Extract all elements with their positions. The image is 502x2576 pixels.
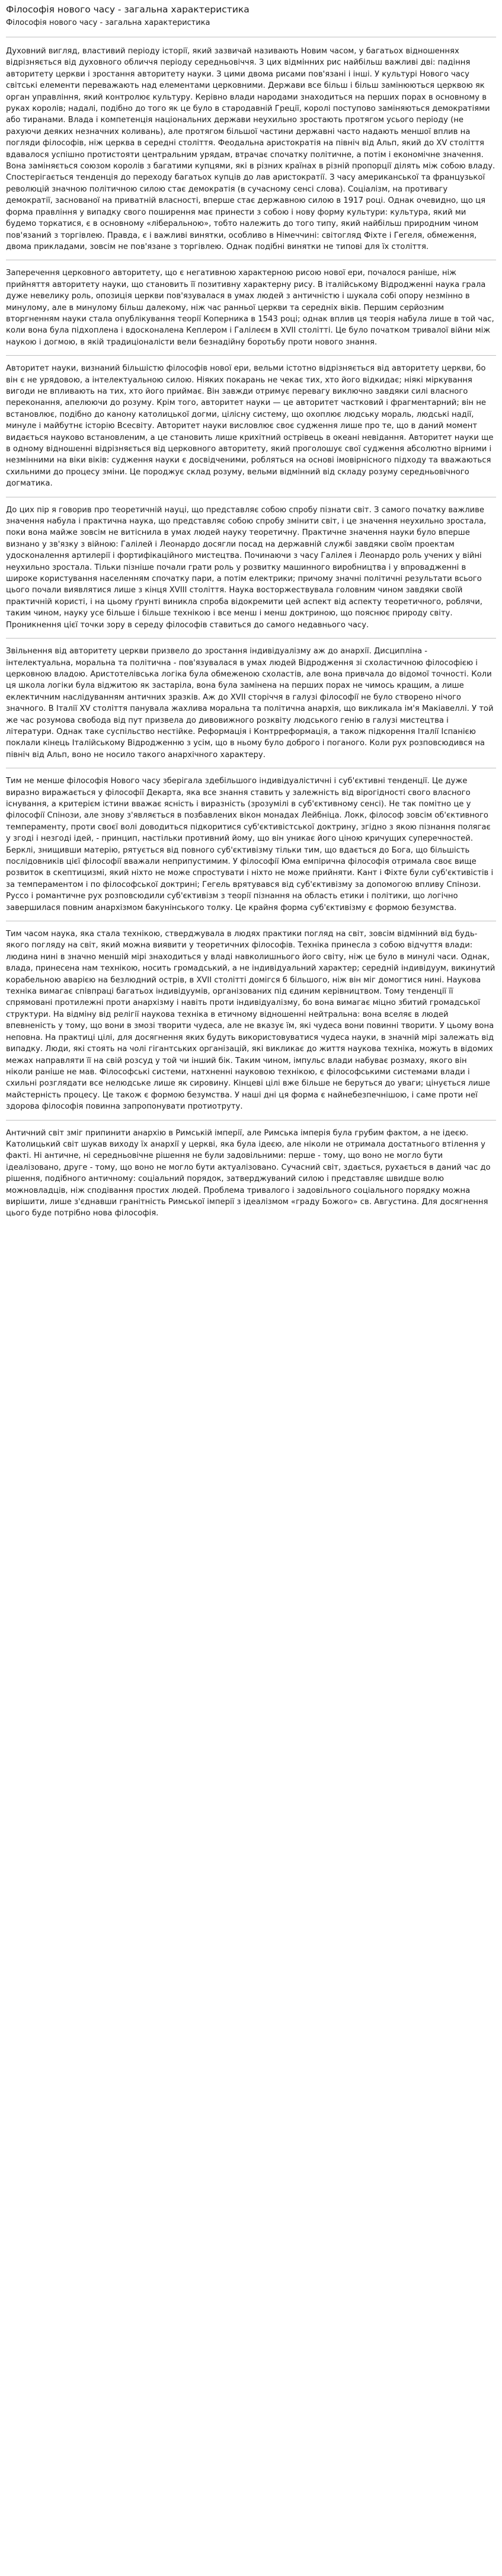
paragraph: Духовний вигляд, властивий періоду історії, який зазвичай називають Новим часом, у багатьох відношеннях відрізняється від духовного обличчя періоду середньовіччя. З цих відмінних рис найбільш важливі дві: падіння авторитету церкви і зростання авторитету науки. З цими двома рисами пов'язані і інші. У культурі Нового часу світські елементи переважають над елементами церковними. Держави все більш і більш замінюються церквою як орган управління, який контролює культуру. Керівно влади народами знаходиться на перших порах в основному в руках королів; надалі, подібно до того як це було в стародавній Греції, королі поступово заміняються демократіями або тиранами. Влада і компетенція національних держави неухильно зростають протягом усього періоду (не рахуючи деяких незначних коливань), але протягом більшої частини державні часто надають меншої вплив на погляди філософів, ніж церква в середні століття. Феодальна аристократія на північ від Альп, який до XV століття вдавалося успішно протистояти центральним урядам, втрачає спочатку політичне, а потім і економічне значення. Вона заміняється союзом королів з багатими купцями, які в різних країнах в різній пропорції ділять між собою владу. Спостерігається тенденція до переходу багатьох купців до лав аристократії. З часу американської та французької революцій значною політичною силою стає демократія (в сучасному сенсі слова). Соціалізм, на противагу демократії, заснованої на приватній власності, вперше стає державною силою в 1917 році. Однак очевидно, що ця форма правління у випадку свого поширення має принести з собою і нову форму культури: культура, який ми будемо торкатися, є в основному «ліберальною», тобто належить до того типу, який найбільш природним чином пов'язаний з торгівлею. Правда, є і важливі винятки, особливо в Німеччині: світогляд Фіхте і Гегеля, обмеження, двома прикладами, зовсім не пов'язане з торгівлею. Однак подібні винятки не типові для їх століття. <box>6 47 495 251</box>
paragraph: Заперечення церковного авторитету, що є негативною характерною рисою нової ери, почалося раніше, ніж прийняття авторитету науки, що становить її позитивну характерну рису. В італійському Відродженні наука грала дуже невелику роль, опозиція церкви пов'язувалася в умах людей з античністю і шукала собі опору незмінно в минулому, але в минулому більш далекому, ніж час ранньої церкви та середніх віків. Першим серйозним вторгненням науки стала опублікування теорії Коперника в 1543 році; однак вплив ця теорія набула лише в той час, коли вона була підхоплена і вдосконалена Кеплером і Галілеєм в XVII столітті. Це було початком тривалої війни між наукою і догмою, в якій традиціоналісти вели безнадійну боротьбу проти нового знання. <box>6 269 494 347</box>
paragraph: Античний світ зміг припинити анархію в Римській імперії, але Римська імперія була грубим фактом, а не ідеєю. Католицький світ шукав виходу їх анархії у церкві, яка була ідеєю, але ніколи не отримала достатнього втілення у факті. Ні античне, ні середньовічне рішення не були задовільними: перше - тому, що воно не могло бути ідеалізовано, друге - тому, що воно не могло бути актуалізовано. Сучасний світ, здається, рухається в даний час до рішення, подібного античному: соціальний порядок, затверджуваний силою і представляє швидше волю можновладців, ніж сподівання простих людей. Проблема тривалого і задовільного соціального порядку можна вирішити, лише з'єднавши гранітність Римської імперії з ідеалізмом «граду Божого» св. Августина. Для досягнення цього буде потрібно нова філософія. <box>6 1128 491 1218</box>
page-subtitle: Філософія нового часу - загальна характеристика <box>6 18 210 27</box>
paragraph-divider <box>6 355 496 356</box>
paragraph: Звільнення від авторитету церкви призвело до зростання індивідуалізму аж до анархії. Дисципліна - інтелектуальна, моральна та політична - пов'язувалася в умах людей Відродження зі схоластичною філософією і церковною владою. Аристотелівська логіка була обмеженою схоластів, але вона привчала до відомої точності. Коли ця школа логіки була віджитою як застаріла, вона була замінена на перших порах не чимось кращим, а лише еклектичним наслідуванням античних зразків. Аж до XVII сторіччя в галузі філософії не було створено нічого значного. В Італії XV століття панувала жахлива моральна та політична анархія, що викликала ім'я Макіавеллі. У той же час розумова свобода від пут призвела до дивовижного розквіту людського генію в галузі мистецтва і літератури. Однак таке суспільство нестійке. Реформація і Контрреформація, а також підкорення Італії Іспанією поклали кінець Італійському Відродженню з усім, що в ньому було доброго і поганого. Коли рух розповсюдився на північ від Альп, воно не носило такого анархічного характеру. <box>6 647 494 759</box>
article-body <box>6 46 496 1220</box>
page-title: Філософія нового часу - загальна характеристика <box>6 4 250 15</box>
paragraph-divider <box>6 638 496 639</box>
paragraph: Тим не менше філософія Нового часу зберігала здебільшого індивідуалістичні і суб'єктивні тенденції. Це дуже виразно виражається у філософії Декарта, яка все знання ставить у залежність від вірогідності свого власного існування, а критерієм істини вважає ясність і виразність (зрозумілі в суб'єктивному сенсі). Не так помітно це у філософії Спінози, але знову з'являється в позбавлених вікон монадах Лейбніца. Локк, філософ зовсім об'єктивного темпераменту, проти своєї волі доводиться підкоритися суб'єктивістської доктрину, згідно з якою пізнання полягає у згоді і незгоді ідей, - принцип, настільки противний йому, що він уникає його ціною кричущих суперечностей. Берклі, знищивши матерію, рятується від повного суб'єктивізму тільки тим, що вдається до Бога, що більшість послідовників цієї філософії вважали неприпустимим. У філософії Юма емпірична філософія отримала своє вище розвиток в скептицизмі, який ніхто не може спростувати і ніхто не може прийняти. Кант і Фіхте були суб'єктивістів і за темпераментом і по філософської доктрині; Гегель врятувався від суб'єктивізму за допомогою впливу Спінози. Руссо і романтичне рух розповсюдили суб'єктивізм з теорії пізнання на область етики і політики, що логічно завершилася повним анархізмом бакунінського толку. Це крайня форма суб'єктивізму є формою безумства. <box>6 777 494 912</box>
paragraph: Тим часом наука, яка стала технікою, стверджувала в людях практики погляд на світ, зовсім відмінний від будь-якого погляду на світ, який можна виявити у теоретичних філософів. Техніка принесла з собою відчуття влади: людина нині в значно меншій мірі знаходиться у владі навколишнього його світу, ніж це було в минулі часи. Однак, влада, принесена нам технікою, носить громадський, а не індивідуальний характер; середній індивідуум, викинутий корабельною аварією на безлюдний острів, в XVII столітті домігся б більшого, ніж він міг домогтися нині. Наукова техніка вимагає співпраці багатьох індивідуумів, організованих під єдиним керівництвом. Тому тенденції її спрямовані протилежні проти анархізму і навіть проти індивідуалізму, бо вона вимагає міцно збитий громадської структури. На відміну від релігії наукова техніка в етичному відношенні нейтральна: вона вселяє в людей впевненість у тому, що вони в змозі творити чудеса, але не вказує їм, які чудеса вони повинні творити. У цьому вона неповна. На практиці цілі, для досягнення яких будуть використовуватися чудеса науки, в значній мірі залежать від випадку. Люди, які стоять на чолі гігантських організацій, які викликає до життя наукова техніка, можуть в відомих межах направляти її на свій розсуд у той чи інший бік. Таким чином, імпульс влади набуває розмаху, якого він ніколи раніше не мав. Філософські системи, натхненні науковою технікою, є філософськими системами влади і схильні розглядати все нелюдське лише як сировину. Кінцеві цілі вже більше не беруться до уваги; цінується лише майстерність процесу. Це також є формою безумства. У наші дні ця форма є найнебезпечнішою, і саме проти неї здорова філософія повинна запропонувати протиотруту. <box>6 930 495 1112</box>
paragraph: До цих пір я говорив про теоретичній науці, що представляє собою спробу пізнати світ. З самого початку важливе значення набула і практична наука, що представляє собою спробу змінити світ, і це значення неухильно зростала, поки вона майже зовсім не витіснила в умах людей науку теоретичну. Практичне значення науки було вперше визнано у зв'язку з війною: Галілей і Леонардо досягли посад на державній службі завдяки своїм проектам удосконалення артилерії і фортифікаційного мистецтва. Починаючи з часу Галілея і Леонардо роль учених у війні неухильно зростала. Тільки пізніше почали грати роль у розвитку машинного виробництва і у впровадженні в широке користування населенням спочатку пари, а потім електрики; причому значні політичні результати всього цього почали виявлятися лише з кінця XVIII століття. Наука восторжествувала головним чином завдяки своїй практичній користі, і на цьому ґрунті виникла спроба відокремити цей аспект від аспекту теоретичного, роблячи, таким чином, науку усе більше і більше технікою і все менш і менш доктриною, що пояснює природу світу. Проникнення цієї точки зору в середу філософів ставиться до самого недавнього часу. <box>6 505 487 630</box>
paragraph-divider <box>6 1120 496 1121</box>
paragraph: Авторитет науки, визнаний більшістю філософів нової ери, вельми істотно відрізняється від авторитету церкви, бо він є не урядовою, а інтелектуальною силою. Ніяких покарань не чекає тих, хто його відкидає; ніякі міркування вигоди не впливають на тих, хто його приймає. Він завжди отримує перевагу виключно завдяки силі власного переконання, апелюючи до розуму. Крім того, авторитет науки — це авторитет частковий і фрагментарний; він не встановлює, подібно до канону католицької догми, цілісну систему, що охоплює людську мораль, людські надії, минуле і майбутнє історію Всесвіту. Авторитет науки висловлює своє судження лише про те, що в даний момент видається науково встановленим, а це становить лише крихітний острівець в океані невідання. Авторитет науки ще в одному відношенні відрізняється від церковного авторитету, який проголошує свої судження абсолютно вірними і незмінними на віки віків: судження науки є досвідченими, робляться на основі імовірнісного підходу та вважаються схильними до процесу зміни. Це породжує склад розуму, вельми відмінний від складу розуму середньовічного догматика. <box>6 364 494 489</box>
